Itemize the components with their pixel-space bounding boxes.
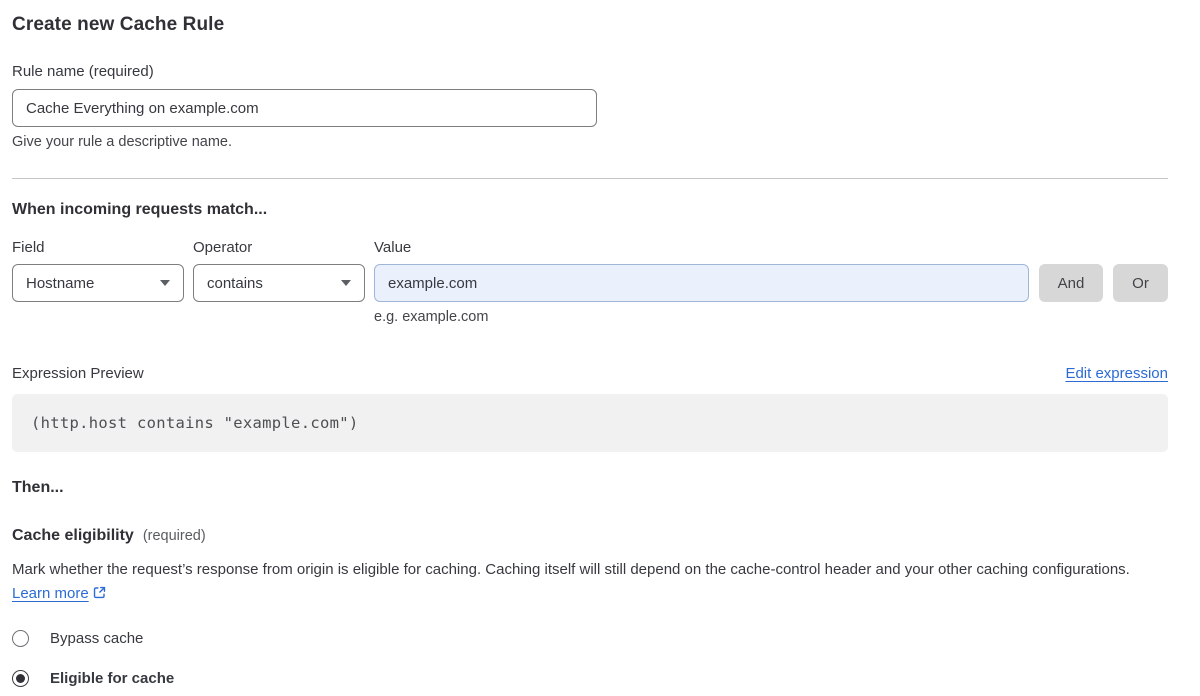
then-heading: Then... xyxy=(12,479,64,496)
rule-name-label: Rule name (required) xyxy=(12,63,154,80)
description-text: Mark whether the request’s response from origin is eligible for caching. Caching itself will still depend on the cache-control header and your other caching configurations. xyxy=(12,561,1130,578)
expression-code-block xyxy=(12,394,1168,452)
field-select-value: Hostname xyxy=(26,274,95,292)
value-input[interactable] xyxy=(374,264,1029,302)
field-label: Field xyxy=(12,239,45,256)
match-controls-row xyxy=(12,264,1168,302)
cache-eligibility-options xyxy=(12,630,1168,687)
learn-more-link[interactable]: Learn more xyxy=(12,585,89,602)
eligible-for-cache-label: Eligible for cache xyxy=(50,670,175,687)
section-divider xyxy=(12,178,1168,179)
radio-option-bypass-cache[interactable] xyxy=(12,630,1168,647)
field-select[interactable] xyxy=(12,264,184,302)
radio-selected-icon[interactable] xyxy=(12,670,29,687)
chevron-down-icon xyxy=(160,280,170,286)
bypass-cache-label: Bypass cache xyxy=(50,630,144,647)
match-column-labels xyxy=(12,239,1168,256)
cache-eligibility-description xyxy=(12,558,1168,606)
cache-eligibility-heading: Cache eligibility xyxy=(12,527,134,544)
required-tag: (required) xyxy=(142,528,206,544)
cache-eligibility-heading-row xyxy=(12,527,1168,545)
radio-option-eligible-for-cache[interactable] xyxy=(12,670,1168,687)
rule-name-input[interactable] xyxy=(12,89,597,127)
operator-select-value: contains xyxy=(207,274,263,292)
radio-unselected-icon[interactable] xyxy=(12,630,29,647)
value-label: Value xyxy=(374,239,412,256)
external-link-icon xyxy=(92,585,107,600)
operator-select[interactable] xyxy=(193,264,365,302)
expression-preview-row xyxy=(12,365,1168,382)
and-button[interactable]: And xyxy=(1039,264,1103,302)
value-help: e.g. example.com xyxy=(374,309,489,325)
chevron-down-icon xyxy=(341,280,351,286)
edit-expression-link[interactable]: Edit expression xyxy=(1065,365,1168,382)
match-heading: When incoming requests match... xyxy=(12,201,268,218)
operator-label: Operator xyxy=(193,239,253,256)
or-button[interactable]: Or xyxy=(1113,264,1168,302)
rule-name-help: Give your rule a descriptive name. xyxy=(12,134,233,150)
expression-code: (http.host contains "example.com") xyxy=(31,414,359,432)
page-title: Create new Cache Rule xyxy=(12,14,225,35)
expression-preview-label: Expression Preview xyxy=(12,365,144,382)
